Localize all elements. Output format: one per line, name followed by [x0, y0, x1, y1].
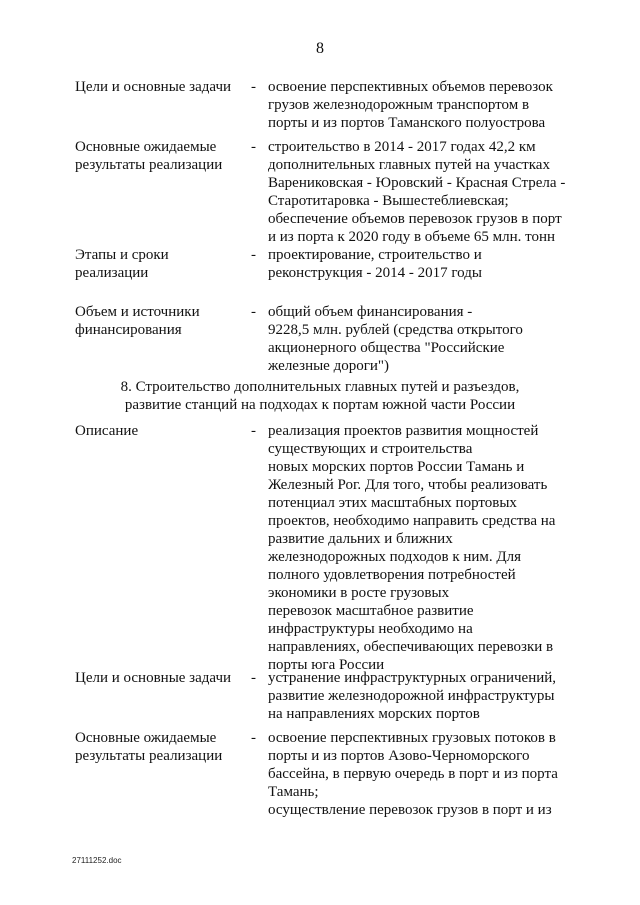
page-number: 8	[316, 40, 324, 57]
row-value: устранение инфраструктурных ограничений, развитие железнодорожной инфраструктуры на направлениях морских портов	[268, 670, 557, 722]
row-value: общий объем финансирования - 9228,5 млн. рублей (средства открытого акционерного общества "Российские железные дороги")	[268, 304, 523, 374]
row-dash: -	[251, 423, 256, 439]
row-value: реализация проектов развития мощностей существующих и строительства новых морских портов России Тамань и Железный Рог. Для того, чтобы реализовать потенциал этих масштабных портовых проектов, необходимо направить средства на развитие дальних и ближних железнодорожных подходов к ним. Для полного удовлетворения потребностей экономики в росте грузовых перевозок масштабное развитие инфраструктуры необходимо на направлениях, обеспечивающих перевозки в порты юга России	[268, 423, 556, 673]
row-dash: -	[251, 247, 256, 263]
row-dash: -	[251, 139, 256, 155]
row-label: Основные ожидаемые результаты реализации	[75, 139, 223, 173]
row-dash: -	[251, 79, 256, 95]
row-dash: -	[251, 304, 256, 320]
row-dash: -	[251, 670, 256, 686]
row-label: Основные ожидаемые результаты реализации	[75, 730, 223, 764]
row-value: строительство в 2014 - 2017 годах 42,2 км дополнительных главных путей на участках Варениковская - Юровский - Красная Стрела - Старотитаровка - Вышестеблиевская; обеспечение объемов перевозок грузов в порт и из порта к 2020 году в объеме 65 млн. тонн	[268, 139, 566, 245]
section-heading: 8. Строительство дополнительных главных путей и разъездов, развитие станций на подходах к портам южной части России	[120, 379, 520, 413]
file-name-footer: 27111252.doc	[72, 856, 122, 865]
row-label: Цели и основные задачи	[75, 79, 232, 95]
row-label: Этапы и сроки реализации	[75, 247, 169, 281]
row-label: Цели и основные задачи	[75, 670, 232, 686]
row-value: проектирование, строительство и реконструкция - 2014 - 2017 годы	[268, 247, 482, 281]
row-label: Описание	[75, 423, 139, 439]
row-value: освоение перспективных грузовых потоков в порты и из портов Азово-Черноморского бассейна, в первую очередь в порт и из порта Тамань; осуществление перевозок грузов в порт и из	[268, 730, 558, 818]
row-value: освоение перспективных объемов перевозок грузов железнодорожным транспортом в порты и из портов Таманского полуострова	[268, 79, 553, 131]
row-dash: -	[251, 730, 256, 746]
row-label: Объем и источники финансирования	[75, 304, 200, 338]
